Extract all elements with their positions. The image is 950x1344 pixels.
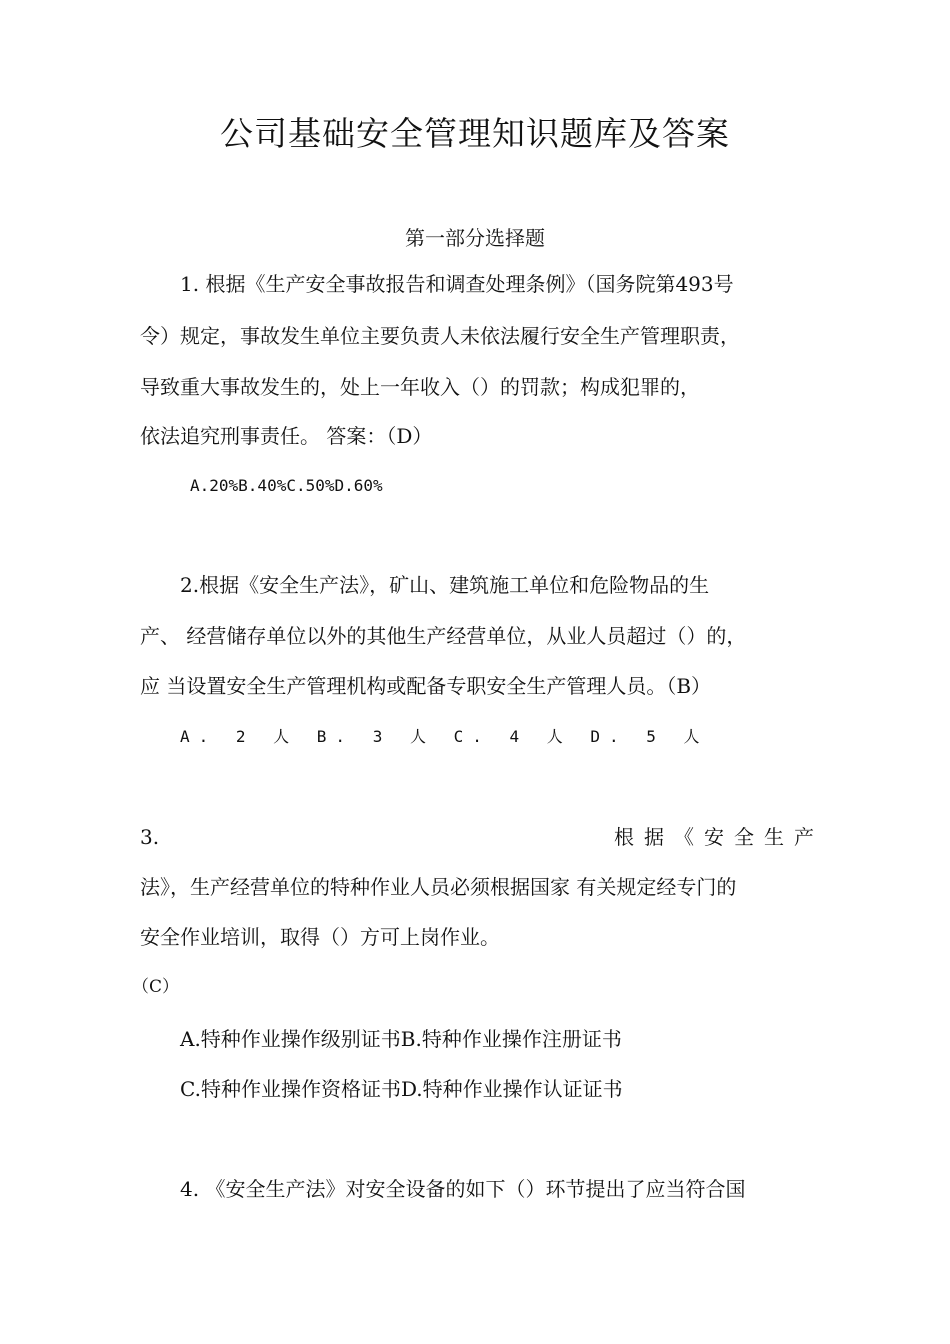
q3-line-2: 法》，生产经营单位的特种作业人员必须根据国家 有关规定经专门的 bbox=[140, 875, 737, 899]
q3-number: 3. bbox=[140, 825, 160, 849]
q1-line-3: 导致重大事故发生的，处上一年收入（）的罚款；构成犯罪的， bbox=[140, 375, 700, 399]
q4-line-1: 4. 《安全生产法》对安全设备的如下（）环节提出了应当符合国 bbox=[180, 1177, 746, 1201]
section-heading: 第一部分选择题 bbox=[405, 226, 545, 250]
q3-answer: （C） bbox=[132, 977, 180, 997]
q3-options-1: A.特种作业操作级别证书B.特种作业操作注册证书 bbox=[180, 1027, 622, 1051]
q2-line-2: 产、 经营储存单位以外的其他生产经营单位，从业人员超过（）的， bbox=[140, 624, 747, 648]
q3-line-3: 安全作业培训，取得（）方可上岗作业。 bbox=[140, 925, 500, 949]
q3-options-2: C.特种作业操作资格证书D.特种作业操作认证证书 bbox=[180, 1077, 623, 1101]
q2-line-3: 应 当设置安全生产管理机构或配备专职安全生产管理人员。（B） bbox=[140, 674, 712, 698]
q2-options: A. 2 人 B. 3 人 C. 4 人 D. 5 人 bbox=[180, 727, 709, 746]
document-title: 公司基础安全管理知识题库及答案 bbox=[220, 114, 730, 153]
q2-line-1: 2.根据《安全生产法》，矿山、建筑施工单位和危险物品的生 bbox=[180, 573, 710, 597]
q3-line-1 bbox=[140, 823, 824, 851]
q1-options: A.20%B.40%C.50%D.60% bbox=[190, 476, 383, 495]
q1-line-2: 令）规定，事故发生单位主要负责人未依法履行安全生产管理职责， bbox=[140, 324, 740, 348]
q3-line-1-right: 根据《安全生产 bbox=[614, 825, 824, 849]
q1-line-1: 1. 根据《生产安全事故报告和调查处理条例》（国务院第493号 bbox=[180, 272, 734, 296]
q1-line-4: 依法追究刑事责任。 答案：（D） bbox=[140, 424, 433, 448]
